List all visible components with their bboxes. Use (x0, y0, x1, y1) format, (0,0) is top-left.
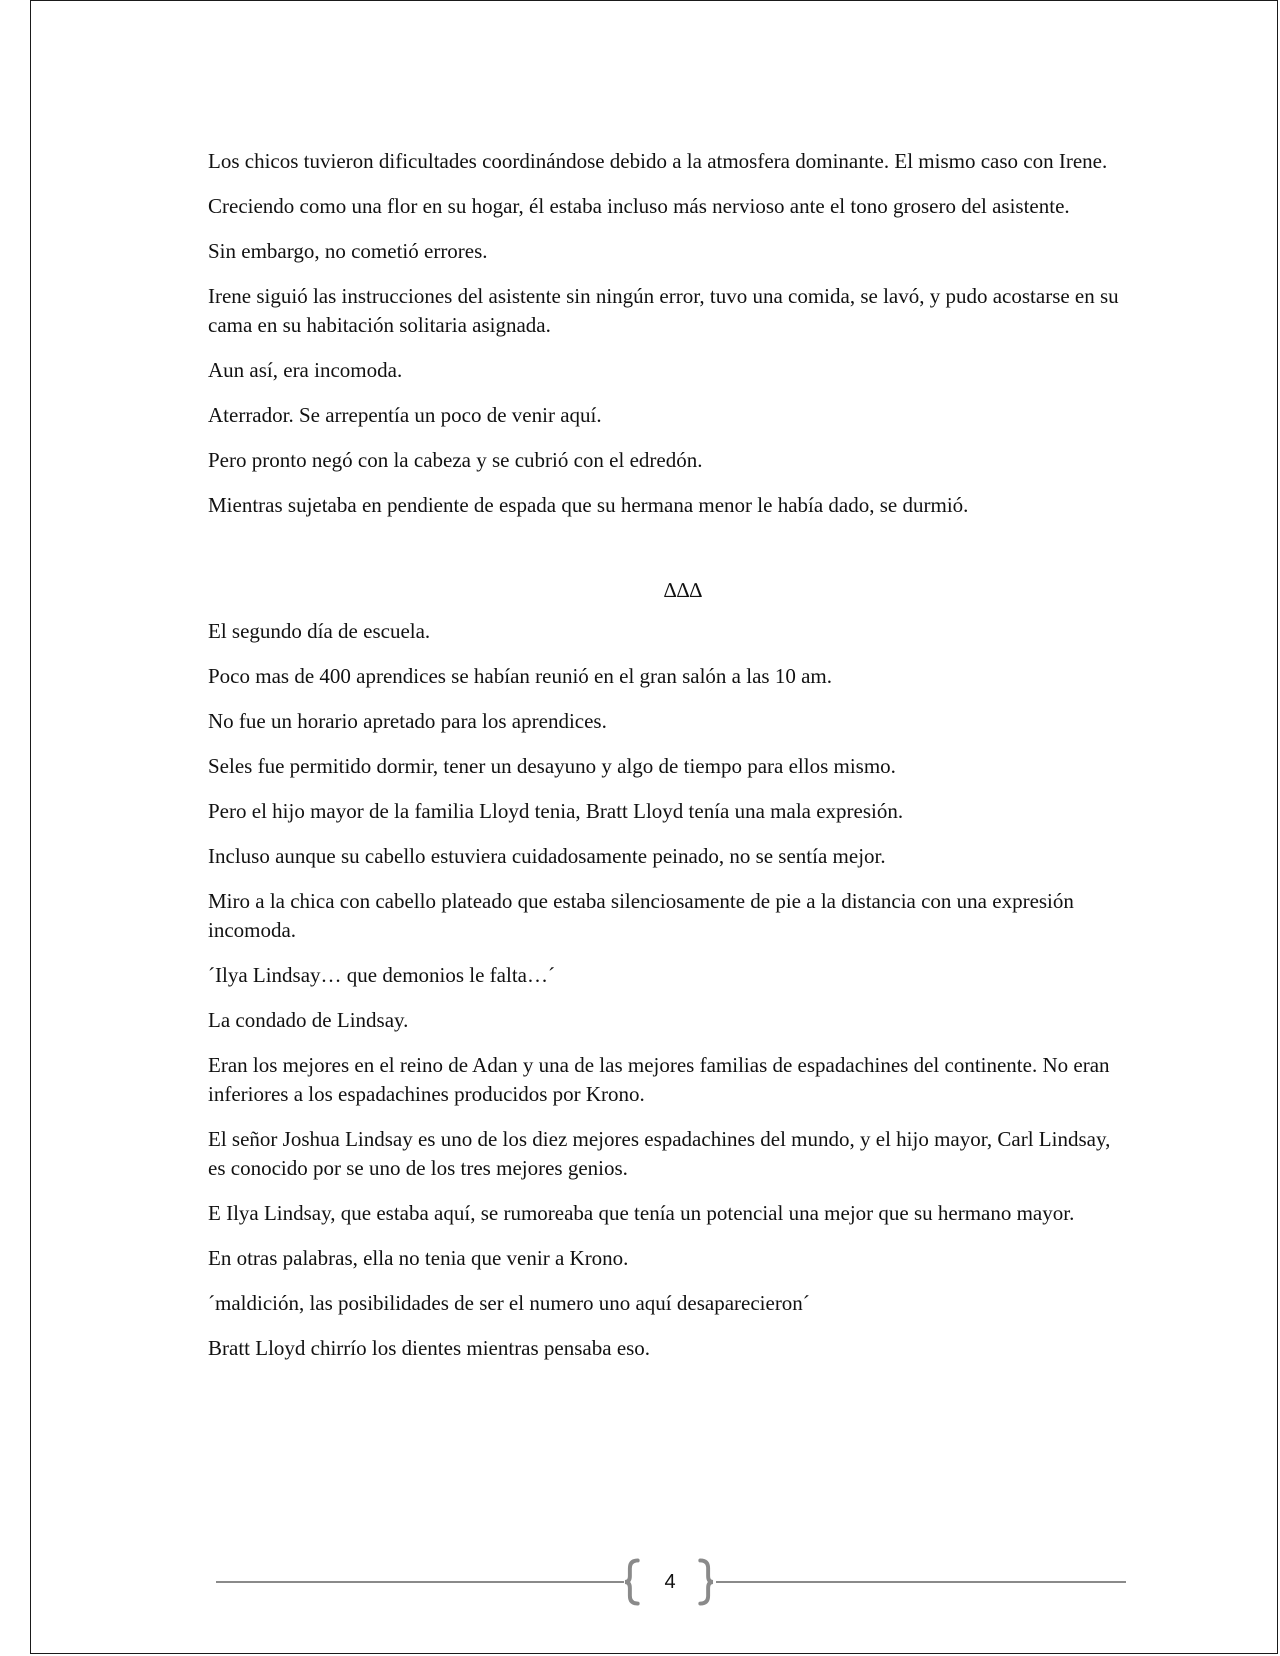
page-footer (216, 1557, 1126, 1607)
paragraph: Miro a la chica con cabello plateado que estaba silenciosamente de pie a la distancia con una expresión incomoda. (208, 889, 1074, 942)
paragraph: El segundo día de escuela. (208, 619, 431, 643)
paragraph: E Ilya Lindsay, que estaba aquí, se rumoreaba que tenía un potencial una mejor que su hermano mayor. (208, 1201, 1075, 1225)
paragraph: La condado de Lindsay. (208, 1008, 409, 1032)
paragraph: Incluso aunque su cabello estuviera cuidadosamente peinado, no se sentía mejor. (208, 844, 886, 868)
paragraph: ´maldición, las posibilidades de ser el numero uno aquí desaparecieron´ (208, 1291, 810, 1315)
paragraph: En otras palabras, ella no tenia que venir a Krono. (208, 1246, 629, 1270)
paragraph: Aun así, era incomoda. (208, 358, 403, 382)
paragraph: El señor Joshua Lindsay es uno de los diez mejores espadachines del mundo, y el hijo mayor, Carl Lindsay, es conocido por se uno de los tres mejores genios. (208, 1127, 1111, 1180)
paragraph: Seles fue permitido dormir, tener un desayuno y algo de tiempo para ellos mismo. (208, 754, 896, 778)
paragraph: Pero pronto negó con la cabeza y se cubrió con el edredón. (208, 448, 703, 472)
paragraph: Sin embargo, no cometió errores. (208, 239, 488, 263)
page-number: 4 (664, 1571, 676, 1593)
paragraph: Irene siguió las instrucciones del asistente sin ningún error, tuvo una comida, se lavó, y pudo acostarse en su cama en su habitación solitaria asignada. (208, 284, 1119, 337)
paragraph: Creciendo como una flor en su hogar, él estaba incluso más nervioso ante el tono grosero del asistente. (208, 194, 1070, 218)
paragraph: ´Ilya Lindsay… que demonios le falta…´ (208, 963, 555, 987)
paragraph: Pero el hijo mayor de la familia Lloyd tenia, Bratt Lloyd tenía una mala expresión. (208, 799, 904, 823)
paragraph: Aterrador. Se arrepentía un poco de venir aquí. (208, 403, 602, 427)
paragraph: Los chicos tuvieron dificultades coordinándose debido a la atmosfera dominante. El mismo caso con Irene. (208, 149, 1108, 173)
footer-rule-left (216, 1581, 624, 1583)
paragraph: Poco mas de 400 aprendices se habían reunió en el gran salón a las 10 am. (208, 664, 832, 688)
page-body (208, 147, 1128, 1379)
document-page (30, 0, 1278, 1654)
paragraph: Bratt Lloyd chirrío los dientes mientras pensaba eso. (208, 1336, 651, 1360)
scene-break: ∆∆∆ (663, 578, 703, 602)
paragraph: No fue un horario apretado para los aprendices. (208, 709, 607, 733)
paragraph: Eran los mejores en el reino de Adan y una de las mejores familias de espadachines del continente. No eran inferiores a los espadachines producidos por Krono. (208, 1053, 1110, 1106)
footer-rule-right (716, 1581, 1126, 1583)
paragraph: Mientras sujetaba en pendiente de espada que su hermana menor le había dado, se durmió. (208, 493, 969, 517)
